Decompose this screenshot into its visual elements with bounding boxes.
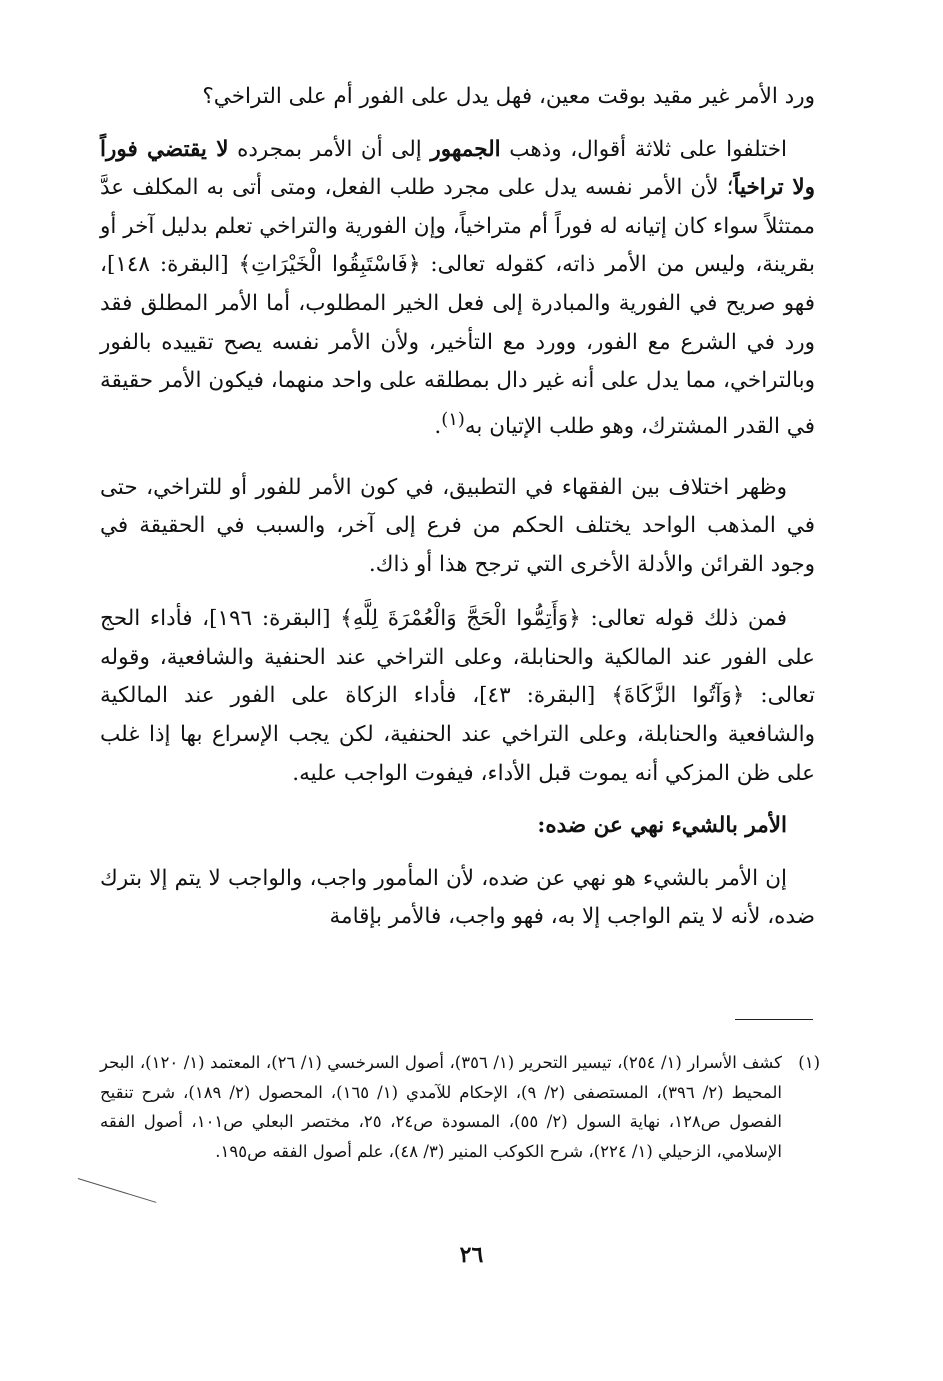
para1-quran-verse: ﴿فَاسْتَبِقُوا الْخَيْرَاتِ﴾ bbox=[238, 252, 421, 278]
paragraph-examples bbox=[100, 600, 815, 793]
footnotes bbox=[100, 1048, 820, 1166]
para3-quran-hajj: ﴿وَأَتِمُّوا الْحَجَّ وَالْعُمْرَةَ لِلَّهِ﴾ bbox=[340, 606, 581, 632]
paragraph-opinions bbox=[100, 131, 815, 447]
para3-mid: [البقرة: ١٩٦]، فأداء الحج على الفور عند المالكية والحنابلة، وعلى التراخي عند الحنفية والشافعية، وقوله تعالى: bbox=[100, 606, 815, 709]
para1-rest2: [البقرة: ١٤٨]، فهو صريح في الفورية والمبادرة إلى فعل الخير المطلوب، أما الأمر المطلق فقد ورد في الشرع مع الفور، وورد مع التأخير، ولأن الأمر نفسه يصح تقييده بالفور وبالتراخي، مما يدل على أنه غير دال بمطلقه على واحد منهما، فيكون الأمر حقيقة في القدر المشترك، وهو طلب الإتيان به bbox=[100, 252, 815, 439]
para1-bold-ruling: لا يقتضي فوراً ولا تراخياً bbox=[100, 136, 815, 201]
scan-artifact-line bbox=[78, 1178, 157, 1203]
footnote-1 bbox=[100, 1048, 820, 1166]
footnote-text: كشف الأسرار (١/ ٢٥٤)، تيسير التحرير (١/ ٣٥٦)، أصول السرخسي (١/ ٢٦)، المعتمد (١/ ١٢٠)، البحر المحيط (٢/ ٣٩٦)، المستصفى (٢/ ٩)، الإحكام للآمدي (١/ ١٦٥)، المحصول (٢/ ١٨٩)، شرح تنقيح الفصول ص١٢٨، نهاية السول (٢/ ٥٥)، المسودة ص٢٤، ٢٥، مختصر البعلي ص١٠١، أصول الفقه الإسلامي، الزحيلي (١/ ٢٢٤)، شرح الكوكب المنير (٣/ ٤٨)، علم أصول الفقه ص١٩٥. bbox=[100, 1053, 783, 1161]
intro-line bbox=[100, 78, 815, 117]
para2-text: وظهر اختلاف بين الفقهاء في التطبيق، في كون الأمر للفور أو للتراخي، حتى في المذهب الواحد يختلف الحكم من فرع إلى آخر، والسبب في الحقيقة في وجود القرائن والأدلة الأخرى التي ترجح هذا أو ذاك. bbox=[100, 474, 815, 577]
para1-end: . bbox=[434, 413, 442, 439]
footnote-mark: (١) bbox=[798, 1053, 820, 1072]
para3-rest: [البقرة: ٤٣]، فأداء الزكاة على الفور عند المالكية والشافعية والحنابلة، وعلى التراخي عند الحنفية، لكن يجب الإسراع بها إذا غلب على ظن المزكي أنه يموت قبل الأداء، فيفوت الواجب عليه. bbox=[100, 683, 815, 786]
para4-text: إن الأمر بالشيء هو نهي عن ضده، لأن المأمور واجب، والواجب لا يتم إلا بترك ضده، لأنه لا يتم الواجب إلا به، فهو واجب، فالأمر بإقامة bbox=[100, 865, 815, 930]
para1-start: اختلفوا على ثلاثة أقوال، وذهب bbox=[500, 136, 787, 162]
paragraph-jurists bbox=[100, 469, 815, 585]
page-number: ٢٦ bbox=[459, 1242, 484, 1268]
page-body bbox=[100, 78, 815, 937]
intro-line-text: ورد الأمر غير مقيد بوقت معين، فهل يدل على الفور أم على التراخي؟ bbox=[202, 84, 815, 109]
para1-mid: إلى أن الأمر بمجرده bbox=[228, 136, 431, 162]
para1-bold-majority: الجمهور bbox=[430, 136, 501, 162]
para3-quran-zakat: ﴿وَآتُوا الزَّكَاةَ﴾ bbox=[611, 683, 745, 709]
para1-rest1: ؛ لأن الأمر نفسه يدل على مجرد طلب الفعل، ومتى أتى به المكلف عدَّ ممتثلاً سواء كان إتيانه له فوراً أم متراخياً، وإن الفورية والتراخي تعلم بدليل آخر أو بقرينة، وليس من الأمر ذاته، كقوله تعالى: bbox=[100, 175, 815, 278]
paragraph-command-opposite bbox=[100, 860, 815, 937]
footnote-reference[interactable]: (١) bbox=[441, 408, 465, 430]
footnote-separator bbox=[735, 1019, 813, 1020]
para3-start: فمن ذلك قوله تعالى: bbox=[580, 606, 787, 632]
section-heading: الأمر بالشيء نهي عن ضده: bbox=[537, 813, 787, 839]
